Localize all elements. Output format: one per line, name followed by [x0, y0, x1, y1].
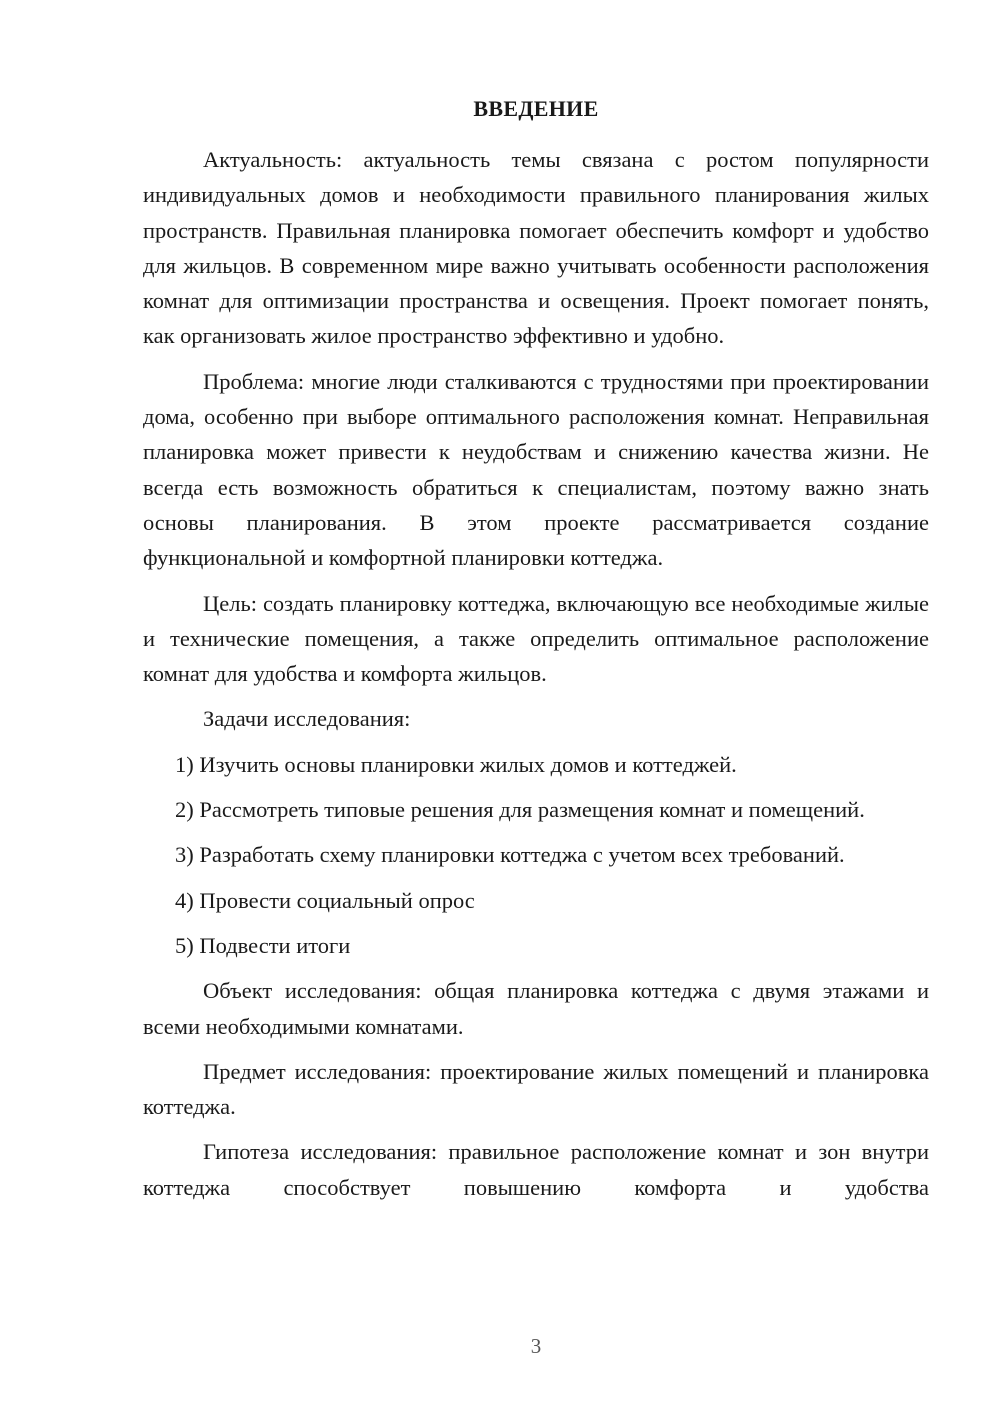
paragraph-hypothesis: Гипотеза исследования: правильное расположение комнат и зон внутри коттеджа способствует повышению комфорта и удобства	[143, 1139, 929, 1200]
paragraph-goal: Цель: создать планировку коттеджа, включающую все необходимые жилые и технические помещения, а также определить оптимальное расположение комнат для удобства и комфорта жильцов.	[143, 590, 929, 687]
task-item-2: 2) Рассмотреть типовые решения для размещения комнат и помещений.	[175, 797, 865, 823]
task-item-5: 5) Подвести итоги	[175, 932, 351, 958]
page-number: 3	[530, 1334, 542, 1358]
paragraph-object: Объект исследования: общая планировка коттеджа с двумя этажами и всеми необходимыми комнатами.	[143, 978, 929, 1039]
task-item-3: 3) Разработать схему планировки коттеджа с учетом всех требований.	[175, 842, 845, 868]
paragraph-problem: Проблема: многие люди сталкиваются с трудностями при проектировании дома, особенно при выборе оптимального расположения комнат. Неправильная планировка может привести к неудобствам и снижению качества жизни. Не всегда есть возможность обратиться к специалистам, поэтому важно знать основы планирования. В этом проекте рассматривается создание функциональной и комфортной планировки коттеджа.	[143, 368, 929, 571]
page-title: ВВЕДЕНИЕ	[473, 96, 599, 121]
tasks-heading: Задачи исследования:	[203, 706, 411, 732]
paragraph-subject: Предмет исследования: проектирование жилых помещений и планировка коттеджа.	[143, 1058, 929, 1120]
document-body	[143, 142, 929, 1215]
task-item-1: 1) Изучить основы планировки жилых домов и коттеджей.	[175, 751, 737, 777]
task-item-4: 4) Провести социальный опрос	[175, 887, 475, 913]
paragraph-relevance: Актуальность: актуальность темы связана с ростом популярности индивидуальных домов и необходимости правильного планирования жилых пространств. Правильная планировка помогает обеспечить комфорт и удобство для жильцов. В современном мире важно учитывать особенности расположения комнат для оптимизации пространства и освещения. Проект помогает понять, как организовать жилое пространство эффективно и удобно.	[143, 147, 929, 349]
